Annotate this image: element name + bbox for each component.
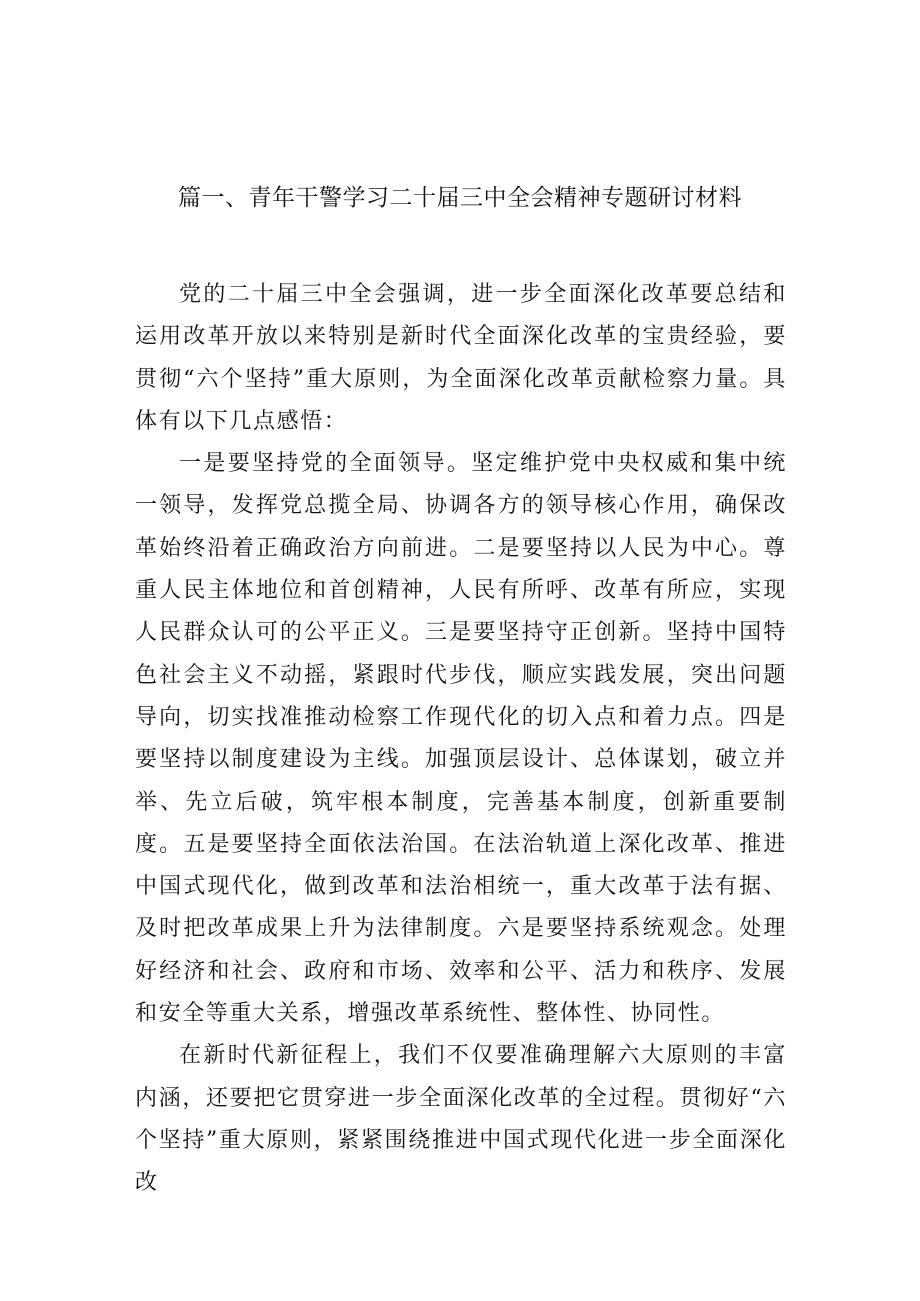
document-title: 篇一、青年干警学习二十届三中全会精神专题研讨材料 [178, 185, 742, 211]
paragraph-intro: 党的二十届三中全会强调，进一步全面深化改革要总结和运用改革开放以来特别是新时代全面深化改革的宝贵经验，要贯彻“六个坚持”重大原则，为全面深化改革贡献检察力量。具体有以下几点感悟： [135, 282, 787, 434]
paragraph-new-era: 在新时代新征程上，我们不仅要准确理解六大原则的丰富内涵，还要把它贯穿进一步全面深化改革的全过程。贯彻好“六个坚持”重大原则，紧紧围绕推进中国式现代化进一步全面深化改 [135, 1043, 787, 1196]
paragraph-six-principles: 一是要坚持党的全面领导。坚定维护党中央权威和集中统一领导，发挥党总揽全局、协调各方的领导核心作用，确保改革始终沿着正确政治方向前进。二是要坚持以人民为中心。尊重人民主体地位和首创精神，人民有所呼、改革有所应，实现人民群众认可的公平正义。三是要坚持守正创新。坚持中国特色社会主义不动摇，紧跟时代步伐，顺应实践发展，突出问题导向，切实找准推动检察工作现代化的切入点和着力点。四是要坚持以制度建设为主线。加强顶层设计、总体谋划，破立并举、先立后破，筑牢根本制度，完善基本制度，创新重要制度。五是要坚持全面依法治国。在法治轨道上深化改革、推进中国式现代化，做到改革和法治相统一，重大改革于法有据、及时把改革成果上升为法律制度。六是要坚持系统观念。处理好经济和社会、政府和市场、效率和公平、活力和秩序、发展和安全等重大关系，增强改革系统性、整体性、协同性。 [135, 451, 787, 1027]
document-body [135, 274, 787, 1205]
